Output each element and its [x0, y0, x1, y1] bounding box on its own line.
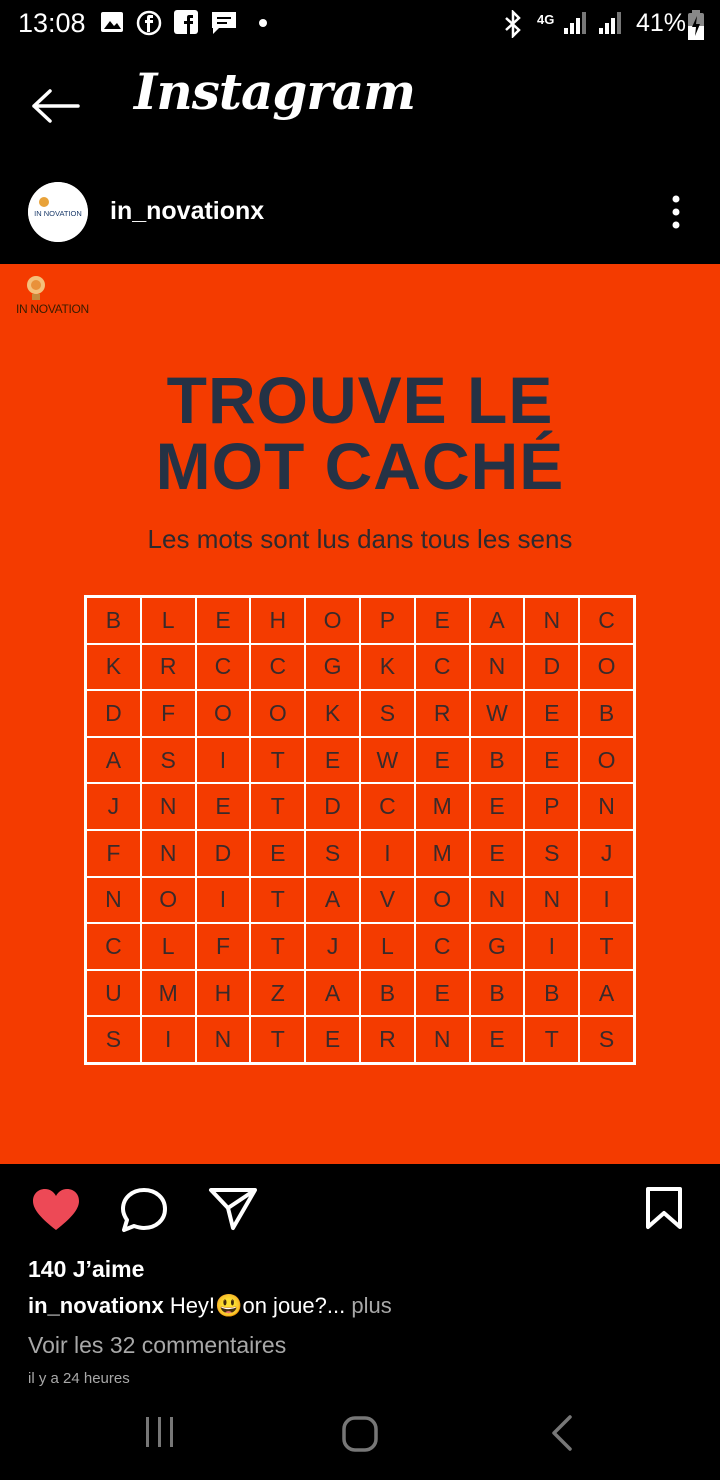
home-icon[interactable]: [340, 1414, 380, 1454]
grid-cell: I: [196, 737, 251, 784]
grid-cell: B: [470, 970, 525, 1017]
grid-cell: C: [579, 597, 634, 644]
grid-cell: S: [141, 737, 196, 784]
avatar-text: IN NOVATION: [34, 209, 82, 218]
grid-cell: A: [305, 970, 360, 1017]
grid-cell: R: [141, 644, 196, 691]
send-icon[interactable]: [208, 1186, 258, 1232]
grid-cell: K: [305, 690, 360, 737]
puzzle-subtitle: Les mots sont lus dans tous les sens: [147, 524, 573, 554]
grid-cell: I: [360, 830, 415, 877]
grid-cell: I: [524, 923, 579, 970]
caption-text: Hey!: [169, 1293, 216, 1318]
grid-cell: C: [196, 644, 251, 691]
grid-cell: W: [470, 690, 525, 737]
grid-cell: J: [579, 830, 634, 877]
grid-cell: H: [196, 970, 251, 1017]
grid-cell: B: [579, 690, 634, 737]
battery-charging-icon: [688, 10, 704, 40]
grid-cell: V: [360, 877, 415, 924]
grid-cell: K: [86, 644, 141, 691]
grid-cell: R: [360, 1016, 415, 1063]
gallery-icon: [100, 10, 124, 34]
grid-cell: J: [86, 783, 141, 830]
grid-cell: L: [141, 597, 196, 644]
grid-cell: F: [141, 690, 196, 737]
grid-cell: P: [360, 597, 415, 644]
grid-cell: T: [250, 923, 305, 970]
back-icon[interactable]: [548, 1414, 576, 1452]
signal-icon: [595, 10, 625, 36]
bookmark-icon[interactable]: [645, 1186, 683, 1230]
grid-cell: M: [415, 830, 470, 877]
grid-cell: S: [86, 1016, 141, 1063]
grid-cell: N: [141, 830, 196, 877]
grid-cell: E: [196, 597, 251, 644]
caption-text-2: on joue?...: [242, 1293, 346, 1318]
grid-cell: A: [470, 597, 525, 644]
clock: 13:08: [18, 8, 86, 38]
word-search-grid: [84, 595, 636, 1065]
grid-cell: E: [196, 783, 251, 830]
grid-cell: O: [250, 690, 305, 737]
comment-icon[interactable]: [120, 1186, 170, 1234]
grid-cell: J: [305, 923, 360, 970]
grid-cell: C: [360, 783, 415, 830]
grid-cell: A: [305, 877, 360, 924]
grid-cell: B: [360, 970, 415, 1017]
grid-cell: D: [196, 830, 251, 877]
brand-logo-text: IN NOVATION: [16, 302, 89, 316]
grid-cell: F: [196, 923, 251, 970]
recent-apps-icon[interactable]: [142, 1414, 178, 1450]
smiley-emoji: 😃: [215, 1293, 243, 1318]
grid-cell: N: [415, 1016, 470, 1063]
bluetooth-icon: [502, 10, 524, 38]
grid-cell: S: [579, 1016, 634, 1063]
grid-cell: N: [470, 877, 525, 924]
post-username[interactable]: in_novationx: [110, 197, 265, 225]
grid-cell: E: [415, 737, 470, 784]
more-link[interactable]: plus: [345, 1293, 392, 1318]
like-count[interactable]: 140 J’aime: [28, 1256, 145, 1282]
grid-cell: E: [250, 830, 305, 877]
facebook-circle-icon: [136, 10, 162, 36]
app-title: Instagram: [134, 62, 415, 121]
puzzle-title-line-2: MOT CACHÉ: [155, 429, 565, 503]
grid-cell: W: [360, 737, 415, 784]
grid-cell: F: [86, 830, 141, 877]
grid-cell: T: [250, 737, 305, 784]
network-type: 4G: [537, 12, 555, 27]
grid-cell: T: [579, 923, 634, 970]
grid-cell: N: [196, 1016, 251, 1063]
grid-cell: U: [86, 970, 141, 1017]
grid-cell: S: [524, 830, 579, 877]
grid-cell: O: [579, 644, 634, 691]
grid-cell: E: [305, 1016, 360, 1063]
grid-cell: I: [141, 1016, 196, 1063]
grid-cell: I: [196, 877, 251, 924]
grid-cell: O: [141, 877, 196, 924]
heart-filled-icon[interactable]: [32, 1188, 80, 1232]
grid-cell: E: [470, 783, 525, 830]
grid-cell: G: [470, 923, 525, 970]
back-arrow-icon[interactable]: [30, 88, 80, 124]
view-comments-link[interactable]: Voir les 32 commentaires: [28, 1332, 287, 1358]
grid-cell: B: [470, 737, 525, 784]
grid-cell: O: [305, 597, 360, 644]
post-timestamp: il y a 24 heures: [28, 1370, 130, 1386]
grid-cell: O: [415, 877, 470, 924]
grid-cell: O: [579, 737, 634, 784]
grid-cell: T: [250, 783, 305, 830]
grid-cell: A: [86, 737, 141, 784]
facebook-icon: [174, 10, 198, 34]
puzzle-title-line-1: TROUVE LE: [166, 363, 554, 437]
caption-username[interactable]: in_novationx: [28, 1293, 164, 1318]
grid-cell: H: [250, 597, 305, 644]
grid-cell: E: [415, 597, 470, 644]
system-nav-bar: [0, 1390, 720, 1480]
grid-cell: T: [250, 877, 305, 924]
grid-cell: T: [250, 1016, 305, 1063]
grid-cell: E: [470, 1016, 525, 1063]
grid-cell: E: [524, 690, 579, 737]
grid-cell: L: [141, 923, 196, 970]
grid-cell: I: [579, 877, 634, 924]
more-vertical-icon[interactable]: [670, 194, 682, 230]
grid-cell: C: [415, 644, 470, 691]
grid-cell: E: [524, 737, 579, 784]
grid-cell: K: [360, 644, 415, 691]
grid-cell: G: [305, 644, 360, 691]
dot-icon: [258, 18, 268, 28]
grid-cell: N: [524, 597, 579, 644]
grid-cell: C: [86, 923, 141, 970]
grid-cell: D: [305, 783, 360, 830]
grid-cell: E: [305, 737, 360, 784]
grid-cell: C: [415, 923, 470, 970]
grid-cell: B: [524, 970, 579, 1017]
grid-cell: B: [86, 597, 141, 644]
grid-cell: N: [141, 783, 196, 830]
grid-cell: T: [524, 1016, 579, 1063]
grid-cell: S: [360, 690, 415, 737]
grid-cell: D: [86, 690, 141, 737]
grid-cell: L: [360, 923, 415, 970]
message-icon: [210, 10, 238, 36]
avatar-logo: [28, 182, 88, 242]
signal-icon: [560, 10, 590, 36]
grid-cell: M: [141, 970, 196, 1017]
grid-cell: A: [579, 970, 634, 1017]
grid-cell: P: [524, 783, 579, 830]
grid-cell: E: [415, 970, 470, 1017]
grid-cell: S: [305, 830, 360, 877]
avatar[interactable]: [28, 182, 88, 242]
grid-cell: D: [524, 644, 579, 691]
grid-cell: C: [250, 644, 305, 691]
grid-cell: M: [415, 783, 470, 830]
grid-cell: N: [524, 877, 579, 924]
lightbulb-logo-icon: [24, 274, 48, 304]
battery-percentage: 41%: [636, 9, 687, 37]
grid-cell: N: [86, 877, 141, 924]
status-bar: [0, 0, 720, 50]
grid-cell: N: [470, 644, 525, 691]
grid-cell: N: [579, 783, 634, 830]
grid-cell: E: [470, 830, 525, 877]
grid-cell: O: [196, 690, 251, 737]
grid-cell: R: [415, 690, 470, 737]
grid-cell: Z: [250, 970, 305, 1017]
post-caption: [28, 1293, 392, 1319]
